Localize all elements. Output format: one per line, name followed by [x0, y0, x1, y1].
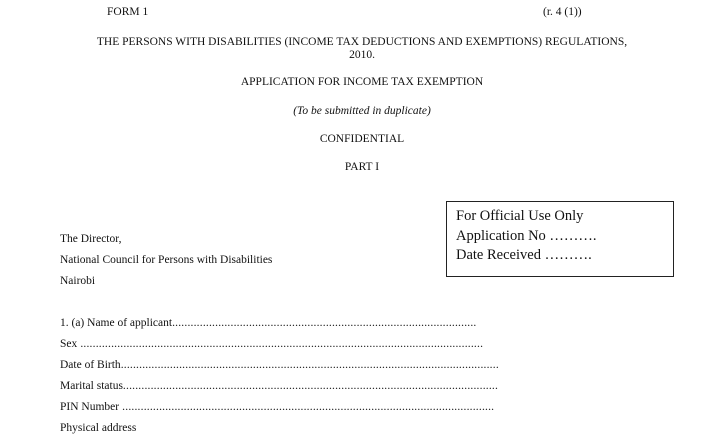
date-received-field: Date Received ………. [456, 247, 592, 263]
sex-field [60, 338, 483, 350]
rule-reference: (r. 4 (1)) [543, 6, 582, 18]
application-title: APPLICATION FOR INCOME TAX EXEMPTION [240, 76, 484, 88]
official-use-box [446, 201, 674, 277]
part-label: PART I [344, 161, 380, 173]
address-line-director: The Director, [60, 233, 122, 245]
duplicate-note: (To be submitted in duplicate) [293, 105, 431, 117]
sex-label: Sex [60, 338, 78, 350]
address-line-city: Nairobi [60, 275, 96, 287]
sex-blank: ................................................................................................................................... [77, 338, 484, 350]
applicant-name-label: 1. (a) Name of applicant [60, 317, 173, 329]
date-of-birth-blank: ........................................................................................................................... [120, 359, 499, 371]
applicant-name-field [60, 317, 477, 329]
official-use-heading: For Official Use Only [456, 208, 584, 224]
marital-status-label: Marital status [60, 380, 123, 392]
pin-number-label: PIN Number [60, 401, 120, 413]
date-of-birth-label: Date of Birth [60, 359, 121, 371]
confidential-label: CONFIDENTIAL [319, 133, 405, 145]
date-of-birth-field [60, 359, 499, 371]
regulations-title-line1: THE PERSONS WITH DISABILITIES (INCOME TAX DEDUCTIONS AND EXEMPTIONS) REGULATIONS, [96, 36, 628, 48]
pin-number-blank: ......................................................................................................................... [119, 401, 495, 413]
application-number-field: Application No ………. [456, 227, 597, 244]
marital-status-blank: .......................................................................................................................... [122, 380, 499, 392]
applicant-name-blank: ................................................................................................... [172, 317, 477, 329]
address-line-council: National Council for Persons with Disabilities [60, 254, 273, 266]
marital-status-field [60, 380, 498, 392]
physical-address-field [60, 422, 136, 434]
form-number: FORM 1 [107, 6, 149, 18]
pin-number-field [60, 401, 494, 413]
physical-address-label: Physical address [60, 422, 137, 434]
regulations-title-line2: 2010. [349, 49, 375, 61]
